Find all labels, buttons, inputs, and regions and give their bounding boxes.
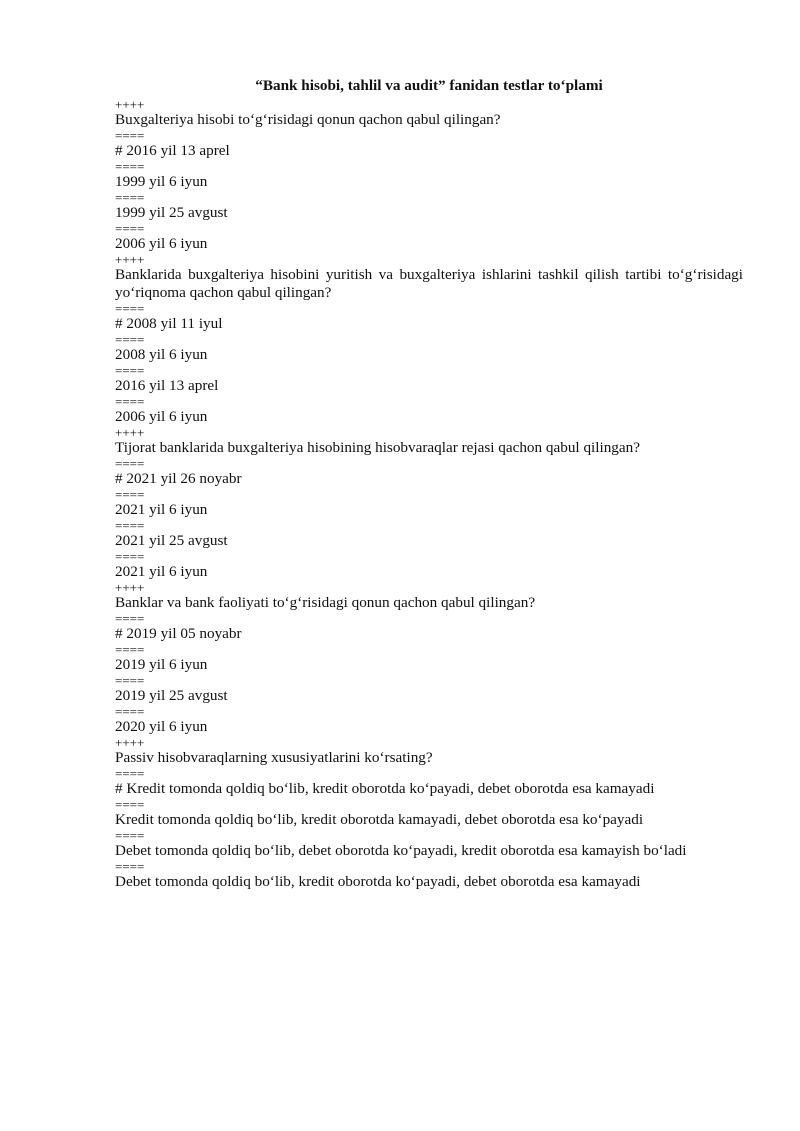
question-block — [115, 581, 743, 736]
answer-separator: ==== — [115, 859, 145, 874]
answer-separator: ==== — [115, 518, 145, 533]
answer-separator: ==== — [115, 301, 145, 316]
answer-option: 2006 yil 6 iyun — [115, 408, 208, 425]
answer-option: Debet tomonda qoldiq bo‘lib, debet oborotda ko‘payadi, kredit oborotda esa kamayish bo‘ladi — [115, 842, 687, 859]
answer-correct: # 2021 yil 26 noyabr — [115, 470, 242, 487]
answer-option: 2019 yil 25 avgust — [115, 687, 228, 704]
answer-separator: ==== — [115, 487, 145, 502]
answer-option: 2006 yil 6 iyun — [115, 235, 208, 252]
answer-separator: ==== — [115, 221, 145, 236]
answer-separator: ==== — [115, 766, 145, 781]
question-separator: ++++ — [115, 252, 145, 267]
answer-correct: # 2016 yil 13 aprel — [115, 142, 230, 159]
question-block — [115, 253, 743, 426]
answer-option: 2016 yil 13 aprel — [115, 377, 219, 394]
answer-option: 1999 yil 6 iyun — [115, 173, 208, 190]
answer-separator: ==== — [115, 828, 145, 843]
answer-separator: ==== — [115, 611, 145, 626]
answer-separator: ==== — [115, 549, 145, 564]
answer-option: Debet tomonda qoldiq bo‘lib, kredit oborotda ko‘payadi, debet oborotda esa kamayadi — [115, 873, 641, 890]
question-text: Passiv hisobvaraqlarning xususiyatlarini ko‘rsating? — [115, 749, 433, 766]
answer-separator: ==== — [115, 642, 145, 657]
page-title: “Bank hisobi, tahlil va audit” fanidan testlar to‘plami — [255, 77, 603, 94]
answer-correct: # 2019 yil 05 noyabr — [115, 625, 242, 642]
answer-separator: ==== — [115, 704, 145, 719]
answer-separator: ==== — [115, 190, 145, 205]
answer-option: 2008 yil 6 iyun — [115, 346, 208, 363]
answer-correct: # Kredit tomonda qoldiq bo‘lib, kredit oborotda ko‘payadi, debet oborotda esa kamayadi — [115, 780, 655, 797]
question-text: Banklar va bank faoliyati to‘g‘risidagi qonun qachon qabul qilingan? — [115, 594, 536, 611]
answer-option: 1999 yil 25 avgust — [115, 204, 228, 221]
document-page — [115, 74, 743, 891]
question-block — [115, 736, 743, 891]
answer-separator: ==== — [115, 159, 145, 174]
answer-correct: # 2008 yil 11 iyul — [115, 315, 223, 332]
answer-separator: ==== — [115, 673, 145, 688]
answer-separator: ==== — [115, 797, 145, 812]
question-separator: ++++ — [115, 735, 145, 750]
answer-separator: ==== — [115, 456, 145, 471]
question-block — [115, 426, 743, 581]
answer-separator: ==== — [115, 332, 145, 347]
answer-option: 2019 yil 6 iyun — [115, 656, 208, 673]
answer-option: 2020 yil 6 iyun — [115, 718, 208, 735]
question-text: Banklarida buxgalteriya hisobini yuritish va buxgalteriya ishlarini tashkil qilish tartibi to‘g‘risidagi yo‘riqnoma qachon qabul qilingan? — [115, 266, 743, 301]
question-block — [115, 98, 743, 253]
answer-option: Kredit tomonda qoldiq bo‘lib, kredit oborotda kamayadi, debet oborotda esa ko‘payadi — [115, 811, 644, 828]
answer-separator: ==== — [115, 394, 145, 409]
answer-separator: ==== — [115, 363, 145, 378]
question-text: Tijorat banklarida buxgalteriya hisobining hisobvaraqlar rejasi qachon qabul qilingan? — [115, 439, 640, 456]
answer-separator: ==== — [115, 128, 145, 143]
question-separator: ++++ — [115, 97, 145, 112]
answer-option: 2021 yil 25 avgust — [115, 532, 228, 549]
answer-option: 2021 yil 6 iyun — [115, 501, 208, 518]
answer-option: 2021 yil 6 iyun — [115, 563, 208, 580]
question-text: Buxgalteriya hisobi to‘g‘risidagi qonun qachon qabul qilingan? — [115, 111, 501, 128]
question-separator: ++++ — [115, 425, 145, 440]
question-separator: ++++ — [115, 580, 145, 595]
